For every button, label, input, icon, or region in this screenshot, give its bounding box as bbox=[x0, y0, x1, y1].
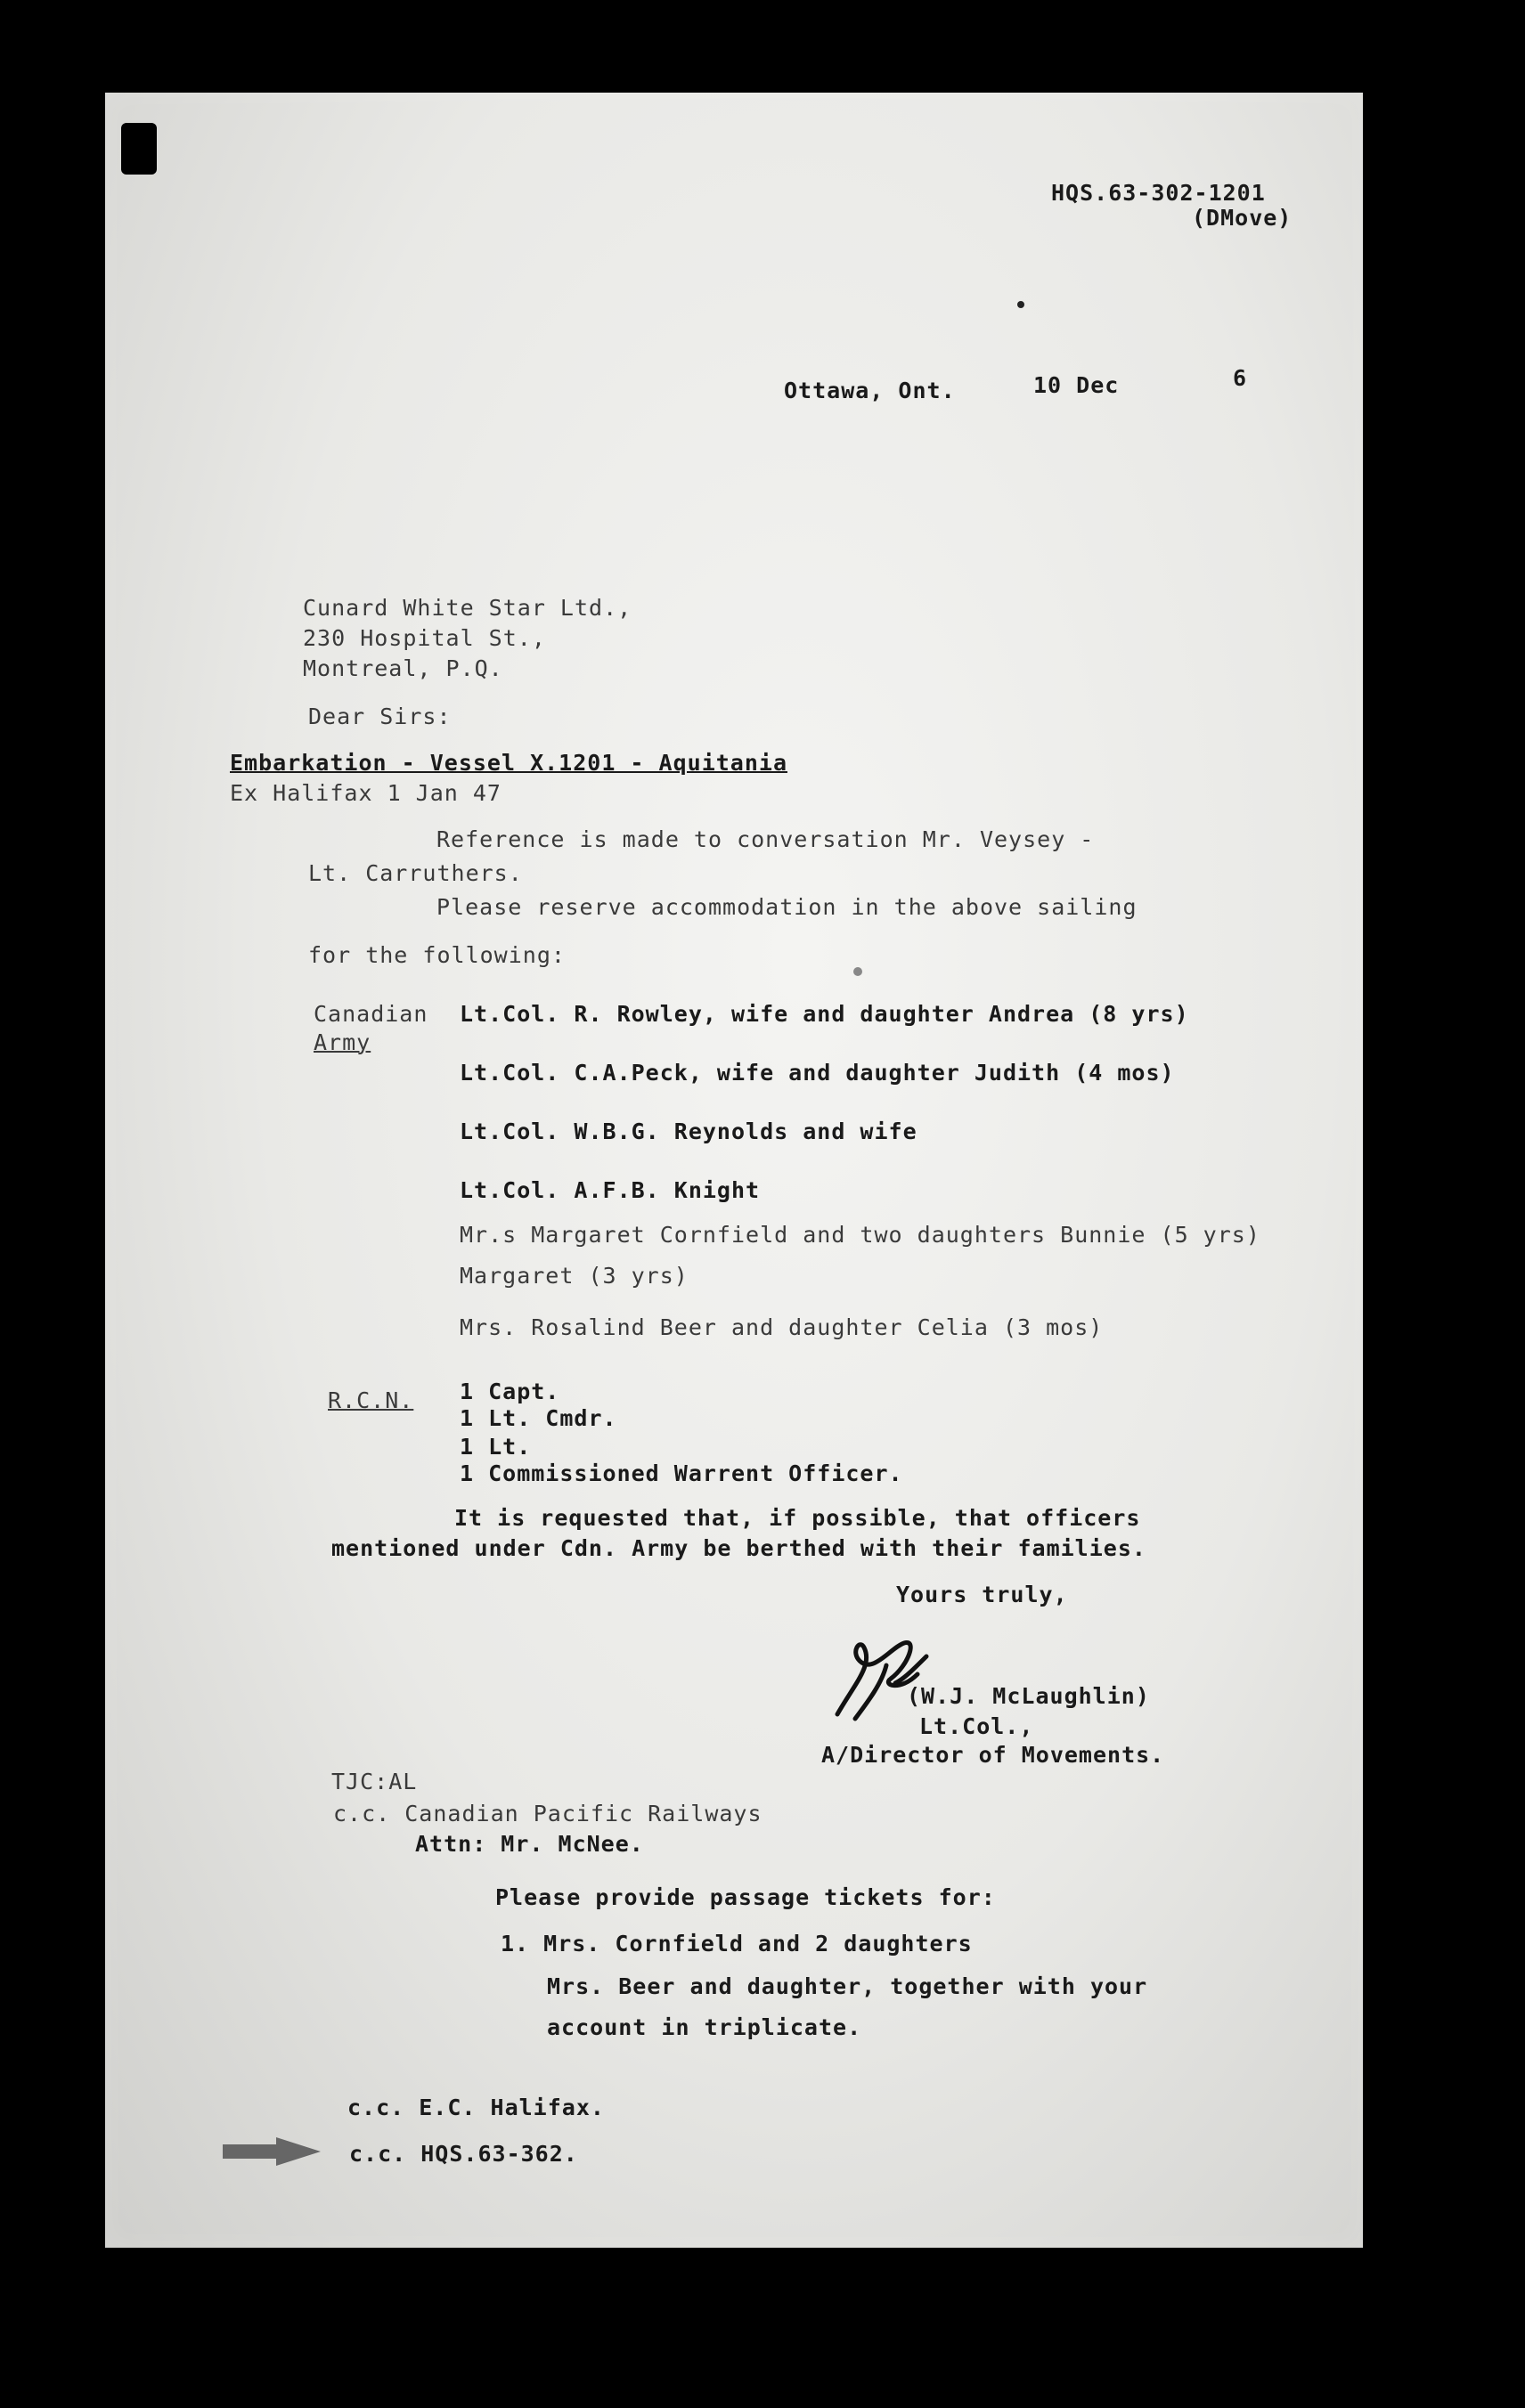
rcn-entry: 1 Capt. bbox=[460, 1379, 560, 1404]
rcn-entry: 1 Lt. Cmdr. bbox=[460, 1405, 617, 1431]
ink-spot bbox=[1017, 301, 1024, 308]
salutation: Dear Sirs: bbox=[308, 704, 452, 729]
cc1-line6: account in triplicate. bbox=[547, 2014, 862, 2040]
rcn-label: R.C.N. bbox=[328, 1387, 414, 1413]
subject-line2: Ex Halifax 1 Jan 47 bbox=[230, 780, 502, 806]
department-code: (DMove) bbox=[1192, 205, 1293, 231]
ink-spot bbox=[853, 967, 862, 976]
punch-hole bbox=[121, 123, 157, 175]
date-year: 6 bbox=[1233, 365, 1248, 391]
file-reference: HQS.63-302-1201 bbox=[1051, 180, 1266, 206]
army-entry: Lt.Col. C.A.Peck, wife and daughter Judith (4 mos) bbox=[460, 1060, 1175, 1086]
request-line1: It is requested that, if possible, that officers bbox=[454, 1505, 1141, 1531]
army-entry: Mr.s Margaret Cornfield and two daughters Bunnie (5 yrs) bbox=[460, 1222, 1260, 1248]
cc1-line4: 1. Mrs. Cornfield and 2 daughters bbox=[501, 1931, 973, 1956]
cc1-line2: Attn: Mr. McNee. bbox=[415, 1831, 644, 1857]
arrow-icon bbox=[223, 2134, 330, 2169]
body-para2-line1: Please reserve accommodation in the above sailing bbox=[436, 894, 1138, 920]
cc1-line1: c.c. Canadian Pacific Railways bbox=[333, 1801, 762, 1826]
cc3-line: c.c. HQS.63-362. bbox=[349, 2141, 578, 2167]
addressee-line2: 230 Hospital St., bbox=[303, 625, 546, 651]
signatory-rank: Lt.Col., bbox=[919, 1713, 1034, 1739]
request-line2: mentioned under Cdn. Army be berthed with their families. bbox=[331, 1535, 1146, 1561]
army-entry: Margaret (3 yrs) bbox=[460, 1263, 689, 1289]
army-entry: Lt.Col. W.B.G. Reynolds and wife bbox=[460, 1119, 917, 1144]
signatory-name: (W.J. McLaughlin) bbox=[907, 1683, 1150, 1709]
addressee-line1: Cunard White Star Ltd., bbox=[303, 595, 632, 621]
body-para2-line2: for the following: bbox=[308, 942, 566, 968]
army-entry: Lt.Col. R. Rowley, wife and daughter Andrea (8 yrs) bbox=[460, 1001, 1189, 1027]
cc2-line: c.c. E.C. Halifax. bbox=[347, 2095, 605, 2120]
rcn-entry: 1 Commissioned Warrent Officer. bbox=[460, 1460, 903, 1486]
body-para1-line1: Reference is made to conversation Mr. Veysey - bbox=[436, 826, 1095, 852]
body-para1-line2: Lt. Carruthers. bbox=[308, 860, 523, 886]
signatory-title: A/Director of Movements. bbox=[821, 1742, 1165, 1768]
addressee-line3: Montreal, P.Q. bbox=[303, 655, 503, 681]
document-page bbox=[105, 93, 1363, 2248]
cc1-line5: Mrs. Beer and daughter, together with your bbox=[547, 1973, 1148, 1999]
date-day: 10 Dec bbox=[1033, 372, 1120, 398]
rcn-entry: 1 Lt. bbox=[460, 1434, 532, 1460]
date-place: Ottawa, Ont. bbox=[784, 378, 956, 403]
closing: Yours truly, bbox=[896, 1582, 1068, 1607]
army-entry: Mrs. Rosalind Beer and daughter Celia (3 mos) bbox=[460, 1314, 1104, 1340]
army-label-line1: Canadian bbox=[314, 1001, 428, 1027]
army-entry: Lt.Col. A.F.B. Knight bbox=[460, 1177, 761, 1203]
typist-initials: TJC:AL bbox=[331, 1769, 418, 1794]
subject-line1: Embarkation - Vessel X.1201 - Aquitania bbox=[230, 750, 787, 776]
cc1-line3: Please provide passage tickets for: bbox=[495, 1884, 996, 1910]
army-label-line2: Army bbox=[314, 1029, 371, 1055]
